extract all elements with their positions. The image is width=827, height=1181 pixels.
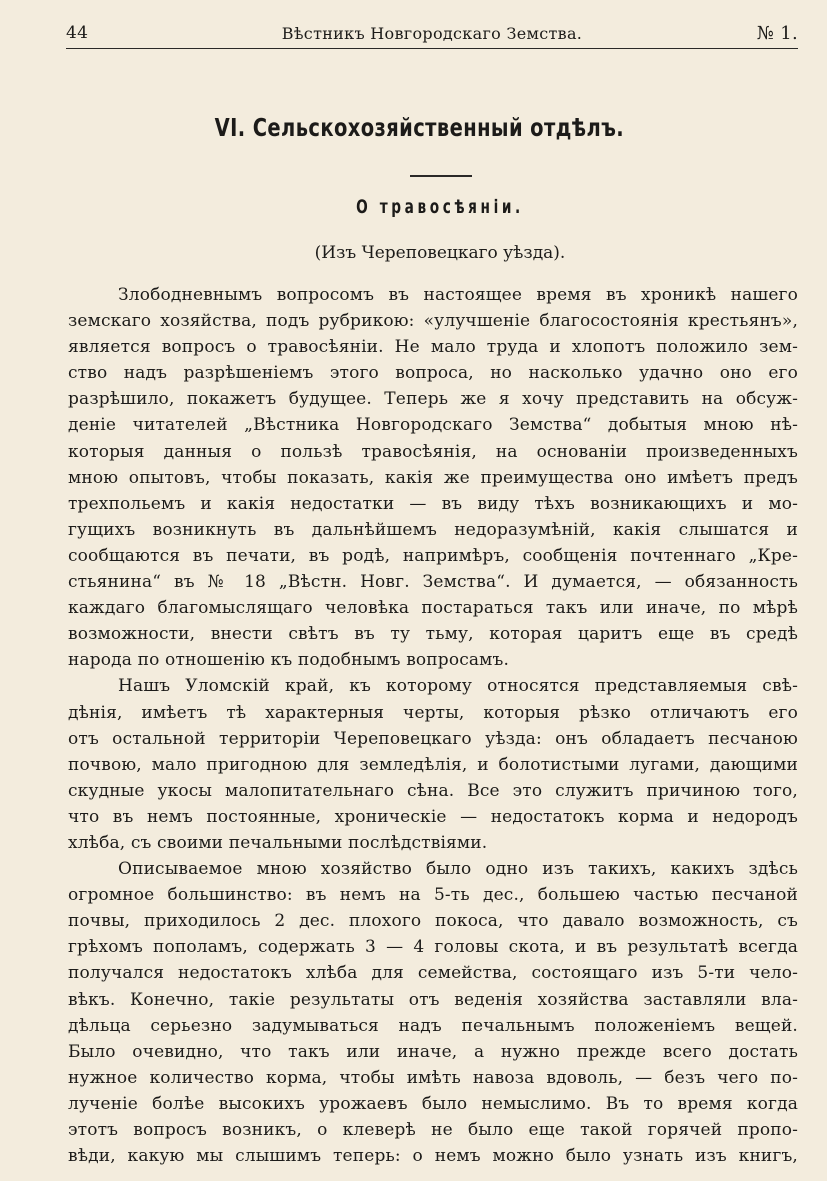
text-line: Было очевидно, что такъ или иначе, а нужно прежде всего достать [68, 1041, 798, 1062]
issue-number: № 1. [756, 22, 798, 44]
text-line: возможности, внести свѣтъ въ ту тьму, которая царитъ еще въ средѣ [68, 624, 798, 645]
running-header [66, 18, 798, 49]
text-line: получался недостатокъ хлѣба для семейства, состоящаго изъ 5-ти чело- [68, 963, 798, 984]
text-line: этотъ вопросъ возникъ, о клеверѣ не было еще такой горячей пропо- [68, 1120, 798, 1140]
text-line: которыя данныя о пользѣ травосѣянія, на основаніи произведенныхъ [68, 441, 798, 462]
text-line: является вопросъ о травосѣяніи. Не мало труда и хлопотъ положило зем- [68, 337, 798, 358]
page-number: 44 [66, 23, 89, 43]
text-line: народа по отношенію къ подобнымъ вопросамъ. [68, 650, 510, 671]
section-title: VI. Сельскохозяйственный отдѣлъ. [214, 113, 625, 142]
text-line: Злободневнымъ вопросомъ въ настоящее время въ хроникѣ нашего [118, 285, 798, 305]
text-line: что въ немъ постоянные, хроническіе — недостатокъ корма и недородъ [68, 806, 798, 827]
text-line: вѣкъ. Конечно, такіе результаты отъ веденія хозяйства заставляли вла- [68, 989, 798, 1010]
text-line: нужное количество корма, чтобы имѣть навоза вдоволь, — безъ чего по- [68, 1067, 798, 1088]
article-title: О травосѣяніи. [356, 196, 524, 218]
text-line: мною опытовъ, чтобы показать, какія же преимущества оно имѣетъ предъ [68, 467, 798, 488]
text-line: сообщаются въ печати, въ родѣ, напримѣръ, сообщенія почтеннаго „Кре- [68, 545, 798, 566]
text-line: почвы, приходилось 2 дес. плохого покоса, что давало возможность, съ [68, 911, 798, 932]
text-line: хлѣба, съ своими печальными послѣдствіями. [68, 832, 488, 853]
text-line: трехпольемъ и какія недостатки — въ виду тѣхъ возникающихъ и мо- [68, 493, 798, 514]
text-line: гущихъ возникнуть въ дальнѣйшемъ недоразумѣній, какія слышатся и [68, 519, 798, 540]
text-line: ство надъ разрѣшеніемъ этого вопроса, но насколько удачно оно его [68, 363, 798, 384]
text-line: вѣди, какую мы слышимъ теперь: о немъ можно было узнать изъ книгъ, [68, 1146, 798, 1167]
text-line: разрѣшило, покажетъ будущее. Теперь же я хочу представить на обсуж- [68, 389, 798, 410]
text-line: грѣхомъ пополамъ, содержать 3 — 4 головы скота, и въ результатѣ всегда [68, 937, 798, 958]
text-line: отъ остальной территоріи Череповецкаго уѣзда: онъ обладаетъ песчаною [68, 728, 798, 749]
text-line: деніе читателей „Вѣстника Новгородскаго Земства“ добытыя мною нѣ- [68, 415, 798, 436]
text-line: Описываемое мною хозяйство было одно изъ такихъ, какихъ здѣсь [118, 859, 798, 880]
text-line: скудные укосы малопитательнаго сѣна. Все это служитъ причиною того, [68, 780, 798, 801]
title-divider [410, 175, 472, 177]
text-line: дѣнія, имѣетъ тѣ характерныя черты, которыя рѣзко отличаютъ его [68, 702, 798, 723]
journal-title: Вѣстникъ Новгородскаго Земства. [281, 23, 583, 43]
text-line: лученіе болѣе высокихъ урожаевъ было немыслимо. Въ то время когда [68, 1093, 798, 1114]
text-line: почвою, мало пригодною для земледѣлія, и болотистыми лугами, дающими [68, 754, 798, 775]
text-line: Нашъ Уломскій край, къ которому относятся представляемыя свѣ- [118, 676, 798, 697]
text-line: каждаго благомыслящаго человѣка постараться такъ или иначе, по мѣрѣ [68, 598, 798, 619]
article-body [68, 282, 798, 1169]
text-line: земскаго хозяйства, подъ рубрикою: «улучшеніе благосостоянія крестьянъ», [68, 311, 798, 332]
text-line: дѣльца серьезно задумываться надъ печальнымъ положеніемъ вещей. [68, 1015, 798, 1036]
text-line: стьянина“ въ № 18 „Вѣстн. Новг. Земства“. И думается, — обязанность [68, 572, 798, 593]
article-subtitle: (Изъ Череповецкаго уѣзда). [314, 243, 566, 263]
text-line: огромное большинство: въ немъ на 5-ть дес., большею частью песчаной [68, 885, 798, 906]
